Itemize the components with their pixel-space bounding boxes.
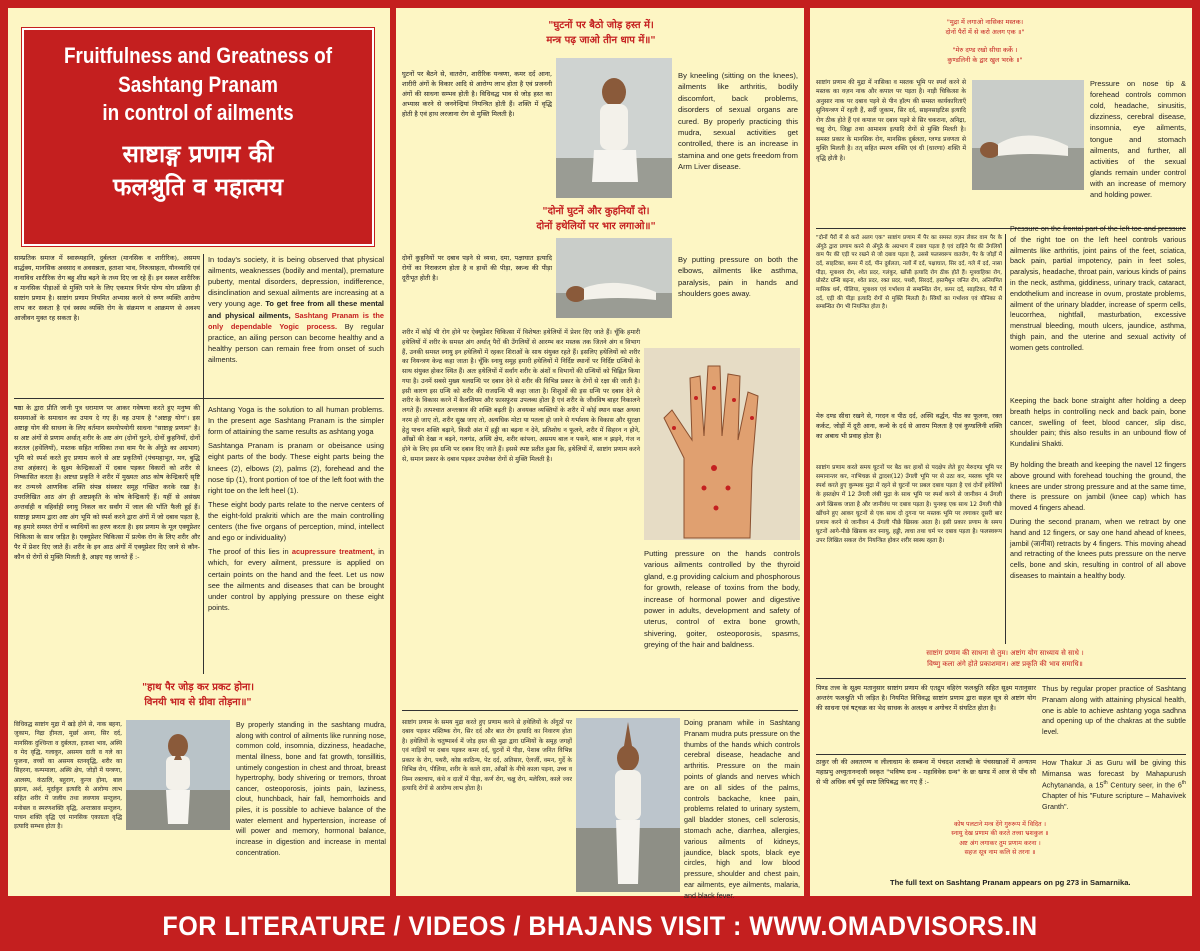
verse-sadhna: साष्टांग प्रणाम की साधना से तुम। अष्टांग योग साध्याय से साधे । विष्णु कला अंगे होते प्रकाशमान। अष्ट प्रकृति की भाव समाधि॥	[926, 649, 1084, 668]
hand-hindi: शरीर में कोई भी रोग होने पर ऐक्यूप्रेशर चिकित्सा में विशेषतः हथेलियों में प्रेशर दिए जाते हैं। चूँकि हमारी हथेलियों में शरीर के समस्त अंग अर्थात् पैरों की उँगलियों से आरम्भ कर मस्तक तक जितने अंग व विभाग हैं, उनकी समस्त स्नायु इन हथेलियों में रहकर शिराओं के साथ संयुक्त रहते हैं। इसलिए हथेलियों को शरीर का नियन्त्रण केन्द्र कहा जाता है। चूँकि स्नायु समूह हमारी हथेलियों में निर्दिष्ट स्थानों पर निर्दिष्ट ग्रन्थियों के साथ संयुक्त होकर स्थित हैं। अतः हथेलियों में सर्वांग शरीर के अंशों व विभागों की ग्रन्थियों को चिह्नित किया गया है। उनमें सबसे मुख्य थलग्रन्थि पर दबाव देने से शरीर की विभिन्न प्रकार के रोगों से रक्षा की जाती है। इसी कारण इस ग्रन्थि को शरीर की राजग्रन्थि भी कहा जाता है। शिशुओं की इस ग्रन्थि पर दबाव देने से शरीर के विकास करने में कैलशियम और फ़ासफ़ुरस उपलब्ध होता है एवं शरीर के जीवविष बाहर निकालने लगते हैं। तत्पश्चात अन्तःस्राव की शक्ति बढ़ती है। अवयक्त व्यक्तियों के शरीर में कोई स्थान सख्त अथवा नरम हो जाए तो, शरीर सुख जाए तो, अत्यधिक मोटा या पतला हो जाने से गर्भाशय के विकास और सुरक्षा हेतु पाचन शक्ति बढ़ाने, किसी अंश में हड्डी का बढ़ना न देने, प्रतिशोध न फूलने, शरीर में सिहरन न होने, आँखों की देखा न बढ़ने, गलगंड, अस्थि क्षेय, शरीर कांपना, असमय बाल न पकने, बाल न झड़ने, गंज न होने के लिए इस ग्रन्थि पर दबाव दिए जाते हैं। इससे स्पष्ट प्रतीत हुआ कि, हथेलियों में, साष्टांग प्रणाम करने से, समान प्रकार के दबाव पड़कर उपरोक्त रोगों से मुक्ति मिलती है।	[402, 329, 640, 463]
thakur-english-a: How Thakur Ji as Guru will be giving this Mimansa was forecast by Mahapurush Achytananda, a 15	[1042, 758, 1186, 789]
spine-english: Keeping the back bone straight after holding a deep breath helps in controlling neck and back pain, bone cancer, swelling of feet, blood cancer, slip disc, shoulder pain; this also results in an unbound flow of Kundalini Shakti.	[1010, 396, 1186, 449]
eight-parts-en-1: Ashtang Yoga is the solution to all human problems. In the present age Sashtang Pranam is the simpler form of attaining the same results as ashtang yoga	[208, 405, 384, 437]
verse-kneeling: "घुटनों पर बैठो जोड़ हस्त में। मन्त्र पढ़ जाओ तीन धाप में॥"	[546, 20, 656, 46]
hand-chart-icon	[644, 348, 800, 540]
verse-elbows: "दोनों घुटनें और कुहनियाँ दो। दोनों हथेलियों पर भार लगाओ॥"	[536, 206, 656, 232]
eight-parts-english	[208, 404, 384, 676]
foot-hindi: "दोनों पैरों में से करो अलग एक" साष्टांग प्रणाम में पैर का समस्त वज़न लेकर वाम पैर के अँगूठे द्वारा प्रणाम करने से अँगूठे के अग्रभाग में दबाव पड़ता है एवं दाहिने पैर की उँगलियों वाम पैर की एड़ी पर रखने से जो दबाव पड़ता है, उससे फलस्वरूप वातरोग, पैर के जोड़ों में दर्द, साइटिका, कमर में दर्द, पीन दुर्बलता, नलों में दर्द, पक्षाघात, सिर दर्द, गले में दर्द, नासा पीड़ा, मूत्राशय रोग, श्वेत प्रदर, गलंकुर, खाँसी इत्यादि रोग ठीक होते हैं। मूत्रवाहिका रोग, प्रोस्टेट ग्रन्थि बढ़ना, श्वेत प्रदर, रक्त प्रदर, पथरी, सिरदर्द, हस्तमैथुन जनित रोग, अनियमित मासिक धर्म, पीलिया, मूत्राशय एवं गर्भाशय से सम्बन्धित रोग, कमर दर्द, साइटिका, पैरों में दर्द, एड़ी की पीड़ा इत्यादि रोगों से मुक्ति मिलती है। स्त्रियों का गर्भाशय एवं यौनिका से सम्बन्धित रोग भी नियन्त्रित होता है।	[816, 235, 1002, 311]
intro-english-b: By regular practice, an ailing person can become healthy and a healthy person can remain free from onset of such ailments.	[208, 321, 384, 364]
title-box	[22, 28, 374, 246]
thakur-hindi: ठाकुर जी की अवतरण्य व लीलाधाम के सम्बन्ध में पंचदश शताब्दी के पंचसखाओं में अन्यतम महाप्रभु अच्युतानन्दजी स्वकृत "भविष्य ग्रन्थ - महाविवेक ग्रन्थ" के छः खण्ड में आज से पाँच सौ से भी अधिक वर्ष पूर्व स्पष्ट लिपिबद्ध कर गए हैं :-	[816, 758, 1036, 786]
prostration-photo	[972, 80, 1084, 190]
acupressure-highlight: acupressure treatment,	[291, 547, 375, 557]
acupressure-hand-chart	[644, 348, 800, 540]
thakur-english-b: Century seer, in the 6	[1107, 779, 1182, 789]
middle-panel	[396, 8, 804, 900]
breath-english-1: By holding the breath and keeping the navel 12 fingers above ground with forehead touching the ground, the knees are under strong pressure and at the same time, there is pressure on jambil (knee cap) which has moved 4 fingers ahead.	[1010, 460, 1186, 513]
palms-hindi: साष्टांग प्रणाम के समय मुद्रा करते हुए प्रणाम करने से हथेलियों के अँगूठों पर दबाव पड़कर मस्तिष्क रोग, सिर दर्द और बात रोग इत्यादि का निवारण होता है। हथेलियों के चतुष्पार्श्व में जोड़ हस्त की मुद्रा द्वारा ग्रन्थियों के समूह जगहों एवं नाड़ियों पर दबाव पड़कर कमर दर्द, घुटनों में पीड़ा, पेशाब जनित विभिन्न प्रकार के रोग, पथरी, कोष्ठ काठिन्य, पेट दर्द, अतिसार, ऐलर्जी, वमन, गुर्दे के विभिन्न रोग, पीलिया, शरीर के काले दाग़, आँखों के नीचे काला पड़ना, उच्च व निम्न रक्तचाप, कंधे व दातों में पीड़ा, कर्ण रोग, चक्षु रोग, मलेरिया, काले ज्वर इत्यादि रोगों से आरोग्य लाभ होता है।	[402, 719, 572, 793]
standing-hindi: विधिवद्ध साष्टांग मुद्रा में खड़े होने से, नाक बहना, जुकाम, निद्रा हीनता, मूर्छा आना, सिर दर्द, मानसिक दुश्चिन्ता व दुर्बलता, हताशा भाव, अस्थि व मेद वृद्धि, गलाकुर, असमय दाती व गले का फूलना, वच्चों का असमय स्तनवृद्धि, शरीर का सिहरना, कम्पमाला, अस्थि क्षेय, जोड़ों में यन्त्रणा, आलस्य, कंठालि, बहुराग, कुन्ज होना, बाल झड़ना, अर्श, मूर्दाकुर इत्यादि से आरोग्य लाभ सहित शरीर में जलीय तथा लवणाय सन्तुलन, मनोबल व स्मरणशक्ति वृद्धि, अन्तःस्राव सन्तुलन, पाचन शक्ति वृद्धि एवं मानसिक एकाग्रता वृद्धि इत्यादि सम्भव होता है।	[14, 721, 122, 831]
intro-english-red: Sashtang Pranam is the only dependable Yogic process.	[208, 310, 384, 331]
eight-parts-hindi: षष्ठा के द्वारा प्रीति जानी पुत्र धरामाण पर आकर गवेषणा करते हुए मनुष्य की समस्याओं के समाधान का उपाय दे गए हैं। वह उपाय है "अष्टाङ्ग योग"। इस अष्टाङ्ग योग की साधना के लिए वर्तमान समयोपयोगी साधना "साष्टाङ्ग प्रणाम" है। स अष्ट अंगों से प्रणाम अर्थात् शरीर के अष्ट अंग (दोनों घुटने, दोनों कुहनियाँ, दोनों करतल (हथेलियाँ), मस्तक सहित नासिका तथा वाम पैर के अँगूठे का अग्रभाग) भूमि को स्पर्श करते हुए प्रणाम करने से अष्ट प्रकृतियों (पंचमहाभूत, मन, बुद्धि तथा अहंकार) के सूक्ष्म केन्द्रिकाओं में दबाव पड़कर विकारों को शरीर से निष्कासित करता है। अष्टधा प्रकृति ने शरीर में मुख्यतः आठ कोष केन्द्रिकाएँ सृष्टि कर तन्मध्ये आणविक शक्ति संपन्न संस्कार समूह गच्छित करके रखा है। उपरलिखित आठ अंग ही अष्टप्रकृति के कोष केन्द्रिकाएँ हैं। यहीं से असंख्य अन्तर्वाही व वहिर्वाही स्नायु निकल कर सर्वांग में जाल की भाँति फैली हुई हैं। साष्टाङ्ग प्रणाम द्वारा अष्ट अंग भूमि को स्पर्श करने द्वारा अंगों में जो दबाव पड़ता है, वह हमारे समस्त रोगों व व्याधियों का हरण करता है। इस प्रणाम के मूल एक्यूप्रेशर चिकित्सा के साथ जड़ित है। एक्यूप्रेशर चिकित्सा में प्रत्येक रोग के लिए शरीर और पैर में प्रेशर दिए जाते हैं। शरीर के इन आठ अंगों में एक्यूप्रेशर दिए जाने से कौन-कौन से रोगों से मुक्ति मिलती है, आइए यह जानते हैं :-	[14, 404, 200, 561]
path-english: Thus by regular proper practice of Sashtang Pranam along with attaining physical health, one is able to achieve ashtang yoga sadhna and opening up of the chakras at the subtle level.	[1042, 684, 1186, 737]
title-hindi: साष्टाङ्ग प्रणाम की फलश्रुति व महात्मय	[112, 139, 284, 202]
title-english: Fruitfulness and Greatness of Sashtang Pranam in control of ailments	[63, 43, 333, 126]
thakur-sup-1: th	[1103, 779, 1108, 786]
kneeling-english: By kneeling (sitting on the knees), ailments like arthritis, bodily discomfort, back problems, disorders of sexual organs are cured. By properly practicing this mudra, sexual activities get controlled, there is an increase in stamina and one gets freedom from Arm Liver disease.	[678, 71, 798, 172]
intro-english	[208, 254, 384, 404]
eight-parts-en-4a: The proof of this lies in	[208, 547, 292, 557]
eight-parts-en-4b: in which, for every ailment, pressure is applied on certain points on the hand and the feet. Let us now see the ailments and diseases that can be brought under control by applying pressure on these eight points.	[208, 547, 384, 612]
eight-parts-en-3: These eight body parts relate to the nerve centers of the eight-fold prakriti which are the main controlling centers (the five organs of perception, mind, intellect and ego or individuality)	[208, 499, 384, 543]
prostrate-figure-icon	[556, 238, 672, 318]
verse-standing: "हाथ पैर जोड़ कर प्रकट होना। विनयी भाव से ग्रीवा तोड़ना॥"	[141, 682, 255, 708]
elbow-photo	[556, 238, 672, 318]
col1-h-rule	[14, 398, 384, 399]
col3-h-rule-3	[816, 754, 1186, 755]
eight-parts-en-4	[208, 546, 384, 613]
kneeling-photo	[556, 58, 672, 198]
col2-h-rule	[402, 710, 798, 711]
verse-spine: "मेरु दण्ड रखो सीधा कर्के । कुण्डलिनी के द्वार खुल भरके ॥"	[947, 46, 1023, 64]
nose-hindi: साष्टांग प्रणाम की मुद्रा में नासिका व मस्तक भूमि पर स्पर्श करने से मस्तक का वज़न नाक और कपाल पर पड़ता है। नाड़ी चिकित्सा के अनुसार नाक पर दबाव पड़ने से पीन हॉल्प की समस्त कार्यकारिताएँ सुनियन्त्रण में रहती हैं, सर्दी जुकाम, सिर दर्द, साइनसाइटिस इत्यादि रोग ठीक होते हैं एवं कपाल पर दबाव पड़ने से सिर चकराना, अनिद्रा, चक्षु रोग, जिह्वा तथा आमाशय इत्यादि रोगों से मुक्ति मिलती है। समस्त प्रकार के मानसिक रोग, मानसिक दुर्बलता, ग्लण्ड प्रवणता से मुक्ति मिलती है। तत् सहित स्मरण शक्ति एवं धी (धारणा) शक्ति में वृद्धि होती है।	[816, 79, 966, 162]
kneeling-figure-icon	[556, 58, 672, 198]
verse-guru: कोष पलटाने मन्त्र देंगे गुरुरूप में विदित । स्नायु देख प्रणाम की करते तत्त्वा भ्रशकुल ॥ अष्ट अंग लगाकर तुम प्रणाम करना । सहज सूत्र नाम कलि से तरना ॥	[951, 821, 1049, 857]
breath-english	[1010, 460, 1186, 646]
prostration-figure-icon	[972, 80, 1084, 190]
elbow-english: By putting pressure on both the elbows, ailments like asthma, paralysis, pain in hands and shoulders goes away.	[678, 255, 798, 299]
foot-english: Pressure on the frontal part of the left toe and pressure of the right toe on the left heel controls various ailments like arthritis, joint pains of the feet, sciatica, back pain, partial impotency, pain in feet soles, paralysis, headache, throat pain, various kinds of pains in the neck, asthma, giddiness, urinary track, cataract, endothelium and increase in ovum, prostate problems, ailment of the urinary bladder, increase of sperm cells, leucorrhea, nightfall, masturbation, excessive menstrual bleeding, mouth ulcers, jaundice, asthma, thigh pain, and the uterine and sexual activity of women gets controlled.	[1010, 224, 1186, 352]
joined-hands-figure-icon	[576, 718, 680, 892]
col3-v-rule	[1005, 234, 1006, 644]
path-hindi: पिण्ड तत्त्व के सूक्ष्म मतानुसार साष्टांग प्रणाम की एतद्रुप वहिरंग फलश्रुति सहित सूक्ष्म मतानुसार अन्तरंग फलश्रुति भी जड़ित है। नियमित विधिवद्ध साष्टांग प्रणाम द्वारा सहज सूत्र से अष्टांग योग की साधना एवं षट्चक्र का भेद साधक के अलक्ष्य व अगोचर में संघटित होता है।	[816, 684, 1036, 712]
intro-hindi: साम्प्रतिक समाज में स्वास्थ्यहानि, दुर्बलता (मानसिक व शारीरिक), असमय वार्द्धक्य, मानसिक अवसाद व अवसन्नता, हताशा भाव, निरुत्साहता, यौनव्याधि एवं नानाविध शारीरिक रोग बहु शीघ्र बढ़ने के तथ्य दिए जा रहे हैं। इन सकल शारीरिक व मानसिक पीड़ाओं से मुक्ति पाने के लिए एकमात्र निर्भर योग्य योग प्रक्रिया ही साष्टांग प्रणाम है। साष्टांग प्रणाम नियमित अभ्यास करने से रुग्ण व्यक्ति आरोग्य लाभ कर सकता है एवं स्वस्थ व्यक्ति रोग के संक्रमण व आक्रमण से अवश्य आजीवन मुक्त रह सकता है।	[14, 254, 200, 322]
breath-hindi: साष्टांग प्रणाम करते समय घुटनों पर बैठ कर हाथों से पदक्षेप लेते हुए मेरुदण्ड भूमि पर समानान्तर कर, नाभिचक्र से द्वादश(12) उँगली भूमि पर से उठा कर, मस्तक भूमि पर स्पर्श करते हुए कुम्भक मुद्रा में रहने से घुटनों पर प्रबल दबाव पड़ता है एवं दोनों हथेलियों के हस्तक्षेप में 12 उँगली लंबी मुद्रा के साथ भूमि पर स्पर्श करने से जानीवन 4 उँगली आगे खिसक जाता है और जानीवंध पर दबाव पड़ता है। पुनरुह एक साथ 12 उँगली पीछे खींचने हुए आकर घुटनों से एक साथ दो दुगना पर मस्तक भूमि पर लगाकर दूसरी बार प्रणाम करने से जानीवन 4 उँगली पीछे खिसक आता है। इसी प्रकार प्रणाम के समय घुटनों आगे-पीछे खिसक कर स्नायु, हड्डी, त्वचा तथा चर्म पर दबाव पड़ता है। फलस्वरूप उपर लिखित सकल रोग नियन्त्रित होकर शरीर स्वस्थ रहता है।	[816, 465, 1002, 545]
samarnika-note: The full text on Sashtang Pranam appears on pg 273 in Samarnika.	[890, 878, 1131, 887]
standing-figure-icon	[126, 720, 230, 830]
thakur-english	[1042, 758, 1186, 818]
left-panel	[8, 8, 390, 896]
col3-h-rule-2	[816, 678, 1186, 679]
palms-english: Doing pranam while in Sashtang Pranam mudra puts pressure on the thumbs of the hands which controls cerebral disease, headache and arthritis. Pressure on the main points of glands and nerves which are on all sides of the palms, controls backache, knee pain, problems related to urinary system, gall bladder stones, cell sclerosis, stomach ache, diarrhea, allergies, various ailments of kidneys, jaundice, black spots, black eye circles, high and low blood pressure, shoulder and chest pain, ear ailments, eye ailments, malaria, and black fever.	[684, 718, 800, 900]
elbow-hindi: दोनों कुहनियों पर दबाव पड़ने से व्यथा, दमा, पक्षाघात इत्यादि रोगों का निराकरण होता है व हाथों की पीड़ा, स्कन्ध की पीड़ा दूरीभूत होती है।	[402, 254, 552, 282]
intro-english-a: In today's society, it is being observed that physical ailments, weaknesses (bodily and mental), premature puberty, mental disorders, depression, indifference, disinclination and sexual ailments are increasing at a very young age.	[208, 255, 384, 309]
thakur-sup-2: th	[1181, 779, 1186, 786]
right-panel	[810, 8, 1192, 896]
kneeling-hindi: घुटनों पर बैठने से, वातरोग, शारीरिक यन्त्रणा, कमर दर्द आना, शारीरी अंगों के विकार आदि से आरोग्य लाभ होता है एवं प्रजननी अंगों की साधना सम्भव होती है। विधिवद्ध भाव से जोड़ हस्त का अभ्यास करने से जननेन्द्रियां नियन्त्रित होती हैं। शक्ति में वृद्धि होती है एवं हाथ लरजाना रोग से मुक्ति मिलती है।	[402, 70, 552, 118]
nose-english: Pressure on nose tip & forehead controls common cold, headache, sinusitis, dizziness, cerebral disease, insomnia, eye ailments, tongue and stomach ailments, and further, all activities of the sexual glands remain under control with an increase of memory and holding power.	[1090, 79, 1186, 200]
col1-v-rule	[203, 254, 204, 674]
eight-parts-en-2: Sashtanga Pranam is pranam or obeisance using eight parts of the body. These eight parts being the knees (2), elbows (2), palms (2), forehead and the nose tip (1), front portion of toe of the left foot with the right toe on the left heel (1).	[208, 441, 384, 495]
thakur-english-c: Chapter of his "Future scripture – Mahavivek Granth".	[1042, 790, 1186, 811]
spine-hindi: मेरु दण्ड सीधा रखने से, गरदन व पीठ दर्द, अस्थि वर्द्धन, पीठ का फूलना, रक्त कर्कट, जोड़ों में दूरी आना, कन्धे के दर्द से आराम मिलता है एवं कुण्डलिनी शक्ति का अबाध भी प्रवाह होता है।	[816, 412, 1002, 440]
footer-banner: FOR LITERATURE / VIDEOS / BHAJANS VISIT : WWW.OMADVISORS.IN	[162, 911, 1038, 941]
breath-english-2: During the second pranam, when we retract by one hand and 12 fingers, or say one hand ahead of knees, jambil (जानीवा) retracts by 4 fingers. This moving ahead and retracting of the knees puts pressure on the nerve cells, bone and skin, resulting in control of all above diseases to maintain a healthy body.	[1010, 516, 1186, 580]
hand-english: Putting pressure on the hands controls various ailments controlled by the thyroid gland, e.g providing calcium and phosphorous for growth, release of toxins from the body, increase of hormonal power and digestive power in adults, development and safety of uterus, control of extra bone growth, shivering, goiter, osteoporosis, spasms, greying of the hair and baldness.	[644, 549, 800, 650]
verse-nose: "मुद्रा में लगाओ नासिका मस्तक। दोनों पैरों में से करो अलग एक ॥"	[945, 18, 1025, 36]
standing-english: By properly standing in the sashtang mudra, along with control of ailments like running nose, common cold, insomnia, dizziness, headache, mental illness, bone and fat growth, tonsillitis, untimely congestion in chest and throat, breast hypertrophy, body shivering or tremors, throat cancer, osteoporosis, joints pain, laziness, clout, hunchback, hair fall, hemorrhoids and piles, it is possible to achieve balance of the water element and hypertension, increase of will power and memory, hormonal balance, increase in digestion and increase in mental concentration.	[236, 721, 386, 857]
standing-mudra-photo	[126, 720, 230, 830]
joined-hands-photo	[576, 718, 680, 892]
intro-english-bold: To get free from all these mental and physical ailments,	[208, 299, 384, 320]
